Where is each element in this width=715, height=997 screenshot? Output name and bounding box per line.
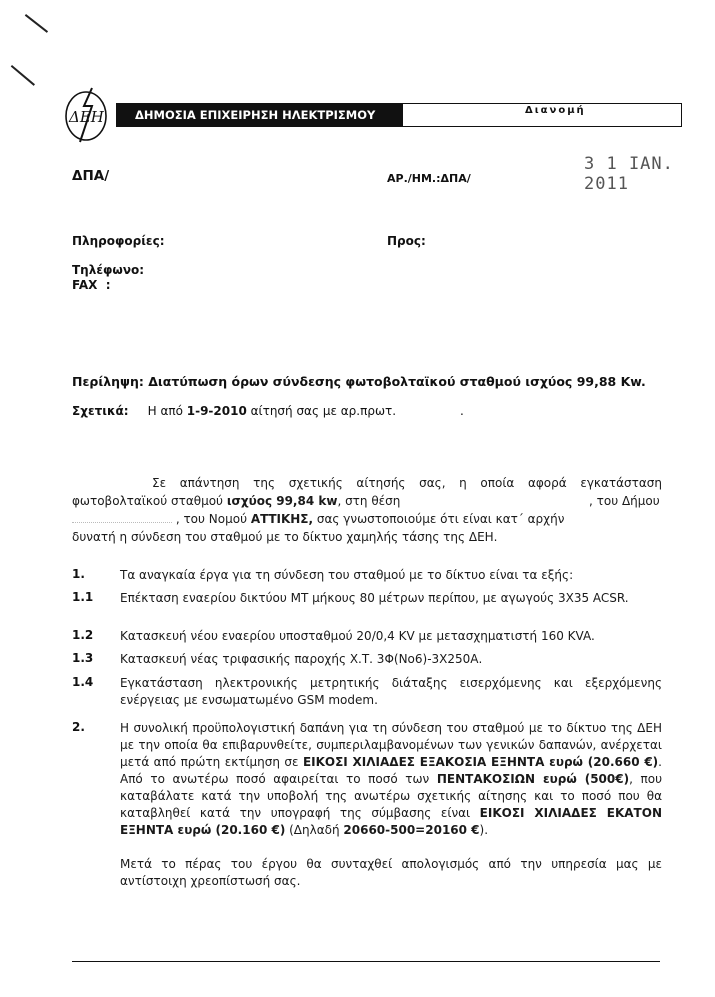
item-1-number: 1. [72,567,85,581]
related-date: 1-9-2010 [186,404,247,418]
item-1-2-number: 1.2 [72,628,94,642]
phone-label: Τηλέφωνο: [72,263,145,277]
ref-label: ΑΡ./ΗΜ.:ΔΠΑ/ [387,172,471,185]
cost-text-1: Η συνολική προϋπολογιστική δαπάνη για τη σύνδεση του σταθμού με το δίκτυο της ΔΕΗ με την οποία θα επιβαρυνθείτε, συμπεριλαμβανομένων των γενικών δαπανών, ανέρχεται μετά από πρώτη εκτίμηση σε [120,721,662,769]
scan-mark-middle [11,65,35,85]
intro-text-2b: , στη θέση [337,494,401,508]
intro-line-4 [72,529,662,546]
intro-text-4: δυνατή η σύνδεση του σταθμού με το δίκτυο χαμηλής τάσης της ΔΕΗ. [72,530,498,544]
item-1-text: Τα αναγκαία έργα για τη σύνδεση του σταθμού με το δίκτυο είναι τα εξής: [120,568,574,582]
cost-paragraph [120,720,662,839]
date-stamp: 3 1 ΙΑΝ. 2011 [584,154,674,194]
item-1-2-text: Κατασκευή νέου εναερίου υποσταθμού 20/0,4 KV με μετασχηματιστή 160 KVA. [120,629,595,643]
to-label: Προς: [387,234,426,248]
cost-deposit: ΠΕΝΤΑΚΟΣΙΩΝ ευρώ (500€) [436,772,630,786]
related-text-after: αίτησή σας με αρ.πρωτ. [246,404,397,418]
intro-prefecture: ΑΤΤΙΚΗΣ, [250,512,314,526]
cost-text-2: . Από το ανωτέρω ποσό αφαιρείται το ποσό των [120,755,662,786]
intro-power: ισχύος 99,84 kw [226,494,338,508]
footer-rule [72,961,660,962]
distribution-label: Διανομή [525,105,586,116]
cost-calculation: 20660-500=20160 € [343,823,480,837]
info-label: Πληροφορίες: [72,234,165,248]
item-1-4-text: Εγκατάσταση ηλεκτρονικής μετρητικής διάταξης εισερχόμενης και εξερχόμενης ενέργειας με ενσωματωμένο GSM modem. [120,676,662,707]
related-line [72,404,492,418]
related-label: Σχετικά: [72,404,129,418]
cost-text-3: , που καταβάλατε κατά την υποβολή της ανωτέρω σχετικής αίτησης και το ποσό που θα καταβληθεί κατά την υπογραφή της σύμβασης είναι [120,772,663,820]
company-name: ΔΗΜΟΣΙΑ ΕΠΙΧΕΙΡΗΣΗ ΗΛΕΚΤΡΙΣΜΟΥ Α.Ε. [117,104,403,126]
subject-label: Περίληψη: [72,374,144,389]
intro-line-2 [72,493,662,510]
logo-text: ΔΕΗ [69,108,104,126]
company-logo [62,84,112,144]
item-1-3-text: Κατασκευή νέας τριφασικής παροχής Χ.Τ. 3Φ(Νο6)-3Χ250Α. [120,652,483,666]
intro-text-1: Σε απάντηση της σχετικής αίτησής σας, η οποία αφορά εγκατάσταση [152,476,662,490]
header-bar [116,103,682,144]
item-1-1-text: Επέκταση εναερίου δικτύου ΜΤ μήκους 80 μέτρων περίπου, με αγωγούς 3Χ35 ACSR. [120,591,629,605]
fax-label: FAX : [72,278,111,292]
item-1-3-number: 1.3 [72,651,94,665]
item-1-1-number: 1.1 [72,590,94,604]
subject-line [72,374,646,389]
intro-text-2a: φωτοβολταϊκού σταθμού [72,494,227,508]
related-trailing: . [460,404,464,418]
intro-line-1 [152,475,662,492]
item-2-number: 2. [72,720,85,734]
intro-text-2c: , του Δήμου [589,494,660,508]
scan-mark-top [25,14,48,32]
intro-text-3b: σας γνωστοποιούμε ότι είναι κατ΄ αρχήν [313,512,565,526]
dpa-label: ΔΠΑ/ [72,168,110,184]
related-text-before: Η από [147,404,187,418]
item-1-4-number: 1.4 [72,675,94,689]
intro-text-3a: , του Νομού [175,512,251,526]
closing-paragraph: Μετά το πέρας του έργου θα συνταχθεί απολογισμός από την υπηρεσία μας με αντίστοιχη χρεοπίστωσή σας. [120,857,662,888]
subject-text: Διατύπωση όρων σύνδεσης φωτοβολταϊκού σταθμού ισχύος 99,88 Kw. [148,374,646,389]
cost-remaining: ΕΙΚΟΣΙ ΧΙΛΙΑΔΕΣ ΕΚΑΤΟΝ ΕΞΗΝΤΑ ευρώ (20.160 €) [120,806,662,837]
cost-total: ΕΙΚΟΣΙ ΧΙΛΙΑΔΕΣ ΕΞΑΚΟΣΙΑ ΕΞΗΝΤΑ ευρώ (20.660 €) [302,755,659,769]
intro-line-3 [72,511,662,528]
cost-text-4: (Δηλαδή [285,823,344,837]
intro-redacted-gap [72,512,172,523]
cost-text-5: ). [479,823,489,837]
